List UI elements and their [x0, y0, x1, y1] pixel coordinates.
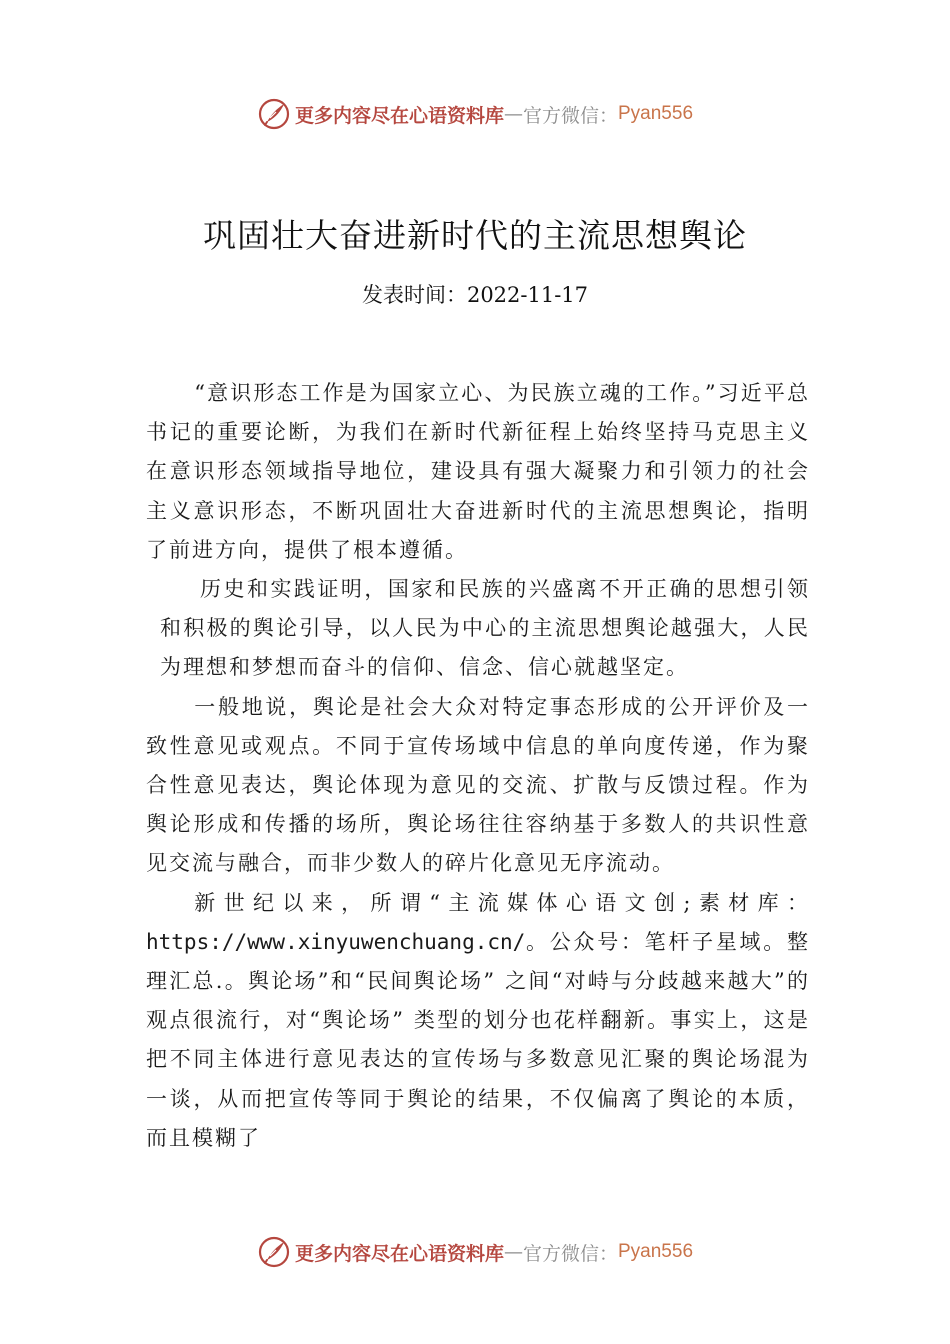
- article-title: 巩固壮大奋进新时代的主流思想舆论: [203, 216, 747, 255]
- quill-pen-logo-icon: [257, 97, 291, 131]
- paragraph-url: https://www.xinyuwenchuang.cn/: [146, 929, 526, 954]
- banner-wechat-label: 官方微信：: [522, 104, 618, 127]
- date-label: 发表时间：: [361, 283, 467, 307]
- banner-wechat-id: Pyan556: [618, 1241, 694, 1262]
- footer-banner: [0, 1232, 950, 1272]
- article-date: [0, 278, 950, 312]
- banner-wechat-id: Pyan556: [618, 103, 694, 124]
- paragraph-text: 新世纪以来，所谓“主流媒体心语文创;素材库：: [194, 890, 810, 915]
- banner-brand-text: 更多内容尽在心语资料库: [294, 104, 504, 127]
- banner-brand-text: 更多内容尽在心语资料库: [294, 1242, 504, 1265]
- banner-separator: —: [503, 103, 523, 125]
- paragraph-text: 。公众号：笔杆子星域。整理汇总.。舆论场”和“民间舆论场” 之间“对峙与分歧越来越大”的观点很流行，对“舆论场” 类型的划分也花样翻新。事实上，这是把不同主体进行意见表达的宣传场与多数意见汇聚的舆论场混为一谈，从而把宣传等同于舆论的结果，不仅偏离了舆论的本质，而且模糊了: [146, 929, 810, 1150]
- paragraph: [146, 884, 810, 1158]
- paragraph: 历史和实践证明，国家和民族的兴盛离不开正确的思想引领和积极的舆论引导，以人民为中心的主流思想舆论越强大，人民为理想和梦想而奋斗的信仰、信念、信心就越坚定。: [160, 577, 810, 680]
- date-value: 2022-11-17: [466, 283, 589, 307]
- banner-wechat-label: 官方微信：: [522, 1242, 618, 1265]
- banner-separator: —: [503, 1241, 523, 1263]
- quill-pen-logo-icon: [257, 1235, 291, 1269]
- paragraph: “意识形态工作是为国家立心、为民族立魂的工作。”习近平总书记的重要论断，为我们在新时代新征程上始终坚持马克思主义在意识形态领域指导地位，建设具有强大凝聚力和引领力的社会主义意识形态，不断巩固壮大奋进新时代的主流思想舆论，指明了前进方向，提供了根本遵循。: [146, 381, 810, 562]
- article-body: [146, 374, 810, 1158]
- paragraph: 一般地说，舆论是社会大众对特定事态形成的公开评价及一致性意见或观点。不同于宣传场域中信息的单向度传递，作为聚合性意见表达，舆论体现为意见的交流、扩散与反馈过程。作为舆论形成和传播的场所，舆论场往往容纳基于多数人的共识性意见交流与融合，而非少数人的碎片化意见无序流动。: [146, 694, 810, 876]
- header-banner: [0, 94, 950, 134]
